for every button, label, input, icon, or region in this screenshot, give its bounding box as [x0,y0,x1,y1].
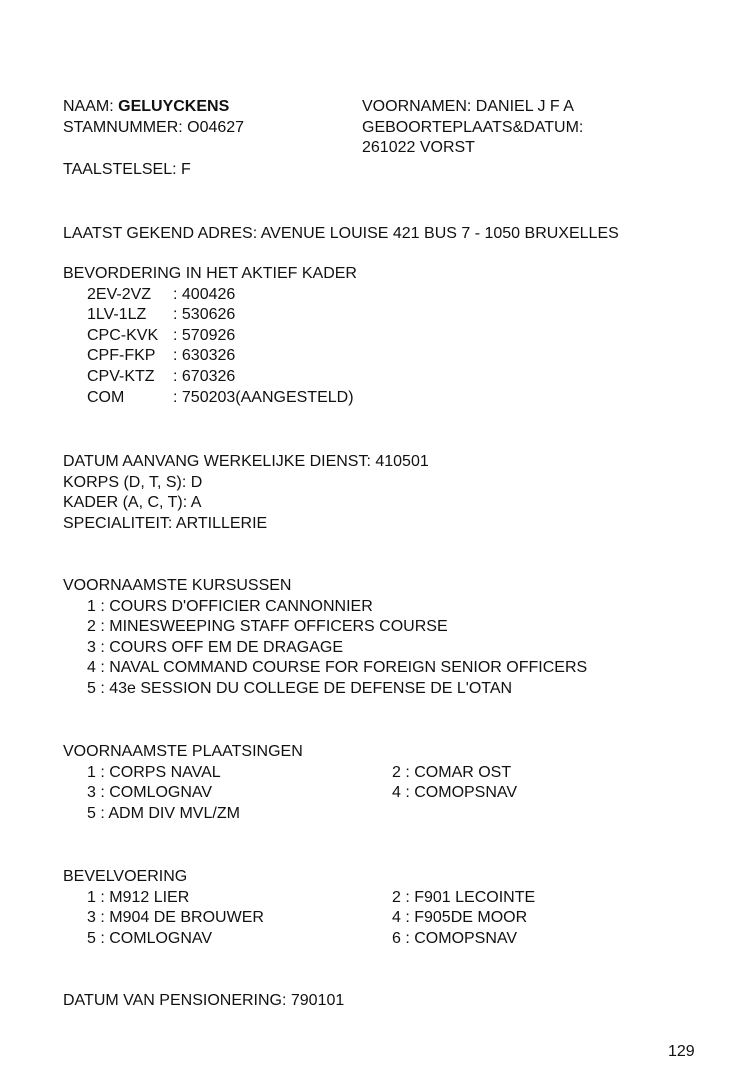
postings-heading: VOORNAAMSTE PLAATSINGEN [63,743,303,760]
postings-row: 5 : ADM DIV MVL/ZM [87,804,240,822]
list-item: 1 : COURS D'OFFICIER CANNONNIER [87,597,373,615]
stamnummer-line: STAMNUMMER: O04627 [63,118,245,136]
courses-heading: VOORNAAMSTE KURSUSSEN [63,577,292,594]
promotion-row: CPF-FKP : 630326 [87,347,236,365]
list-item: 3 : COURS OFF EM DE DRAGAGE [87,638,344,656]
surname: GELUYCKENS [118,98,230,115]
kader: KADER (A, C, T): A [63,494,202,512]
commands-row: 1 : M912 LIER 2 : F901 LECOINTE [87,888,536,906]
commands-row: 3 : M904 DE BROUWER 4 : F905DE MOOR [87,909,528,927]
promotion-row: 2EV-2VZ : 400426 [87,285,236,303]
taalstelsel-line: TAALSTELSEL: F [63,161,191,178]
header-right [362,97,583,159]
voornamen-line: VOORNAMEN: DANIEL J F A [362,98,574,115]
list-item: 4 : NAVAL COMMAND COURSE FOR FOREIGN SENIOR OFFICERS [87,659,588,677]
korps: KORPS (D, T, S): D [63,473,203,491]
promotion-row: CPC-KVK : 570926 [87,326,236,344]
service-section [63,452,429,534]
datum-aanvang: DATUM AANVANG WERKELIJKE DIENST: 410501 [63,453,429,470]
header-left [63,97,244,138]
postings-list [63,763,517,825]
postings-row: 3 : COMLOGNAV 4 : COMOPSNAV [87,784,518,802]
list-item: 2 : MINESWEEPING STAFF OFFICERS COURSE [87,618,448,636]
address-line: LAATST GEKEND ADRES: AVENUE LOUISE 421 BUS 7 - 1050 BRUXELLES [63,225,619,242]
promotion-row: CPV-KTZ : 670326 [87,367,236,385]
commands-heading: BEVELVOERING [63,868,188,885]
geboorte-value: 261022 VORST [362,139,475,157]
promotions-heading: BEVORDERING IN HET AKTIEF KADER [63,265,357,282]
commands-row: 5 : COMLOGNAV 6 : COMOPSNAV [87,929,518,947]
list-item: 5 : 43e SESSION DU COLLEGE DE DEFENSE DE L'OTAN [87,679,513,697]
postings-section [63,742,517,824]
commands-section [63,867,535,949]
promotions-section [63,264,357,408]
promotion-row: COM : 750203(AANGESTELD) [87,388,354,406]
retirement-line: DATUM VAN PENSIONERING: 790101 [63,992,345,1009]
specialiteit: SPECIALITEIT: ARTILLERIE [63,514,268,532]
commands-list [63,888,535,950]
courses-section [63,576,587,700]
promotion-row: 1LV-1LZ : 530626 [87,306,236,324]
name-line: NAAM: GELUYCKENS [63,98,230,115]
geboorte-label: GEBOORTEPLAATS&DATUM: [362,118,584,136]
promotions-list [63,285,357,409]
courses-list [63,597,587,700]
page-number: 129 [668,1043,695,1060]
postings-row: 1 : CORPS NAVAL 2 : COMAR OST [87,763,512,781]
